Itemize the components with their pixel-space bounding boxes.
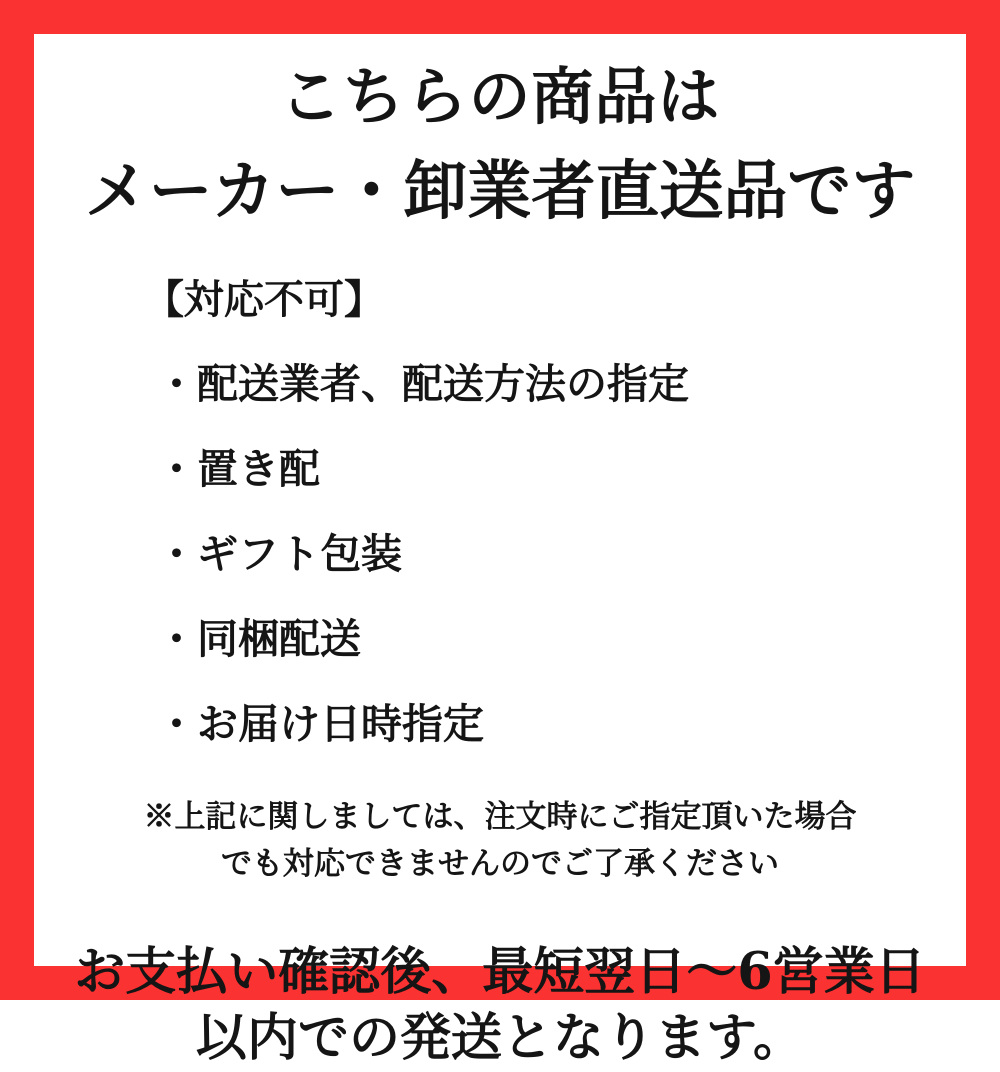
shipping-line-2: 以内での発送となります。 bbox=[196, 1008, 804, 1069]
bullet-icon: ・ bbox=[156, 360, 197, 408]
unavailable-options-heading: 【対応不可】 bbox=[144, 276, 384, 323]
caution-line-1: ※上記に関しましては、注文時にご指定頂いた場合 bbox=[143, 799, 857, 835]
list-item bbox=[156, 436, 906, 495]
bullet-icon: ・ bbox=[156, 445, 197, 493]
caution-note bbox=[34, 794, 966, 887]
list-item-label: お届け日時指定 bbox=[197, 700, 484, 748]
title-line-1: こちらの商品は bbox=[279, 60, 721, 133]
shipping-info bbox=[34, 939, 966, 1072]
caution-line-2: でも対応できませんのでご了承ください bbox=[221, 845, 779, 882]
list-item-label: 配送業者、配送方法の指定 bbox=[197, 360, 689, 408]
page-title bbox=[34, 60, 966, 229]
list-item-label: 置き配 bbox=[197, 445, 320, 493]
list-item-label: ギフト包装 bbox=[197, 530, 402, 578]
list-item bbox=[156, 606, 906, 665]
bullet-icon: ・ bbox=[156, 615, 197, 663]
shipping-line-1: お支払い確認後、最短翌日〜6営業日 bbox=[74, 942, 926, 1002]
list-item bbox=[156, 691, 906, 750]
title-line-2: メーカー・卸業者直送品です bbox=[84, 154, 916, 229]
list-item-label: 同梱配送 bbox=[197, 615, 361, 663]
unavailable-options-section bbox=[144, 268, 906, 750]
list-item bbox=[156, 351, 906, 410]
bullet-icon: ・ bbox=[156, 700, 197, 748]
bullet-icon: ・ bbox=[156, 530, 197, 578]
list-item bbox=[156, 521, 906, 580]
unavailable-options-list bbox=[156, 351, 906, 750]
